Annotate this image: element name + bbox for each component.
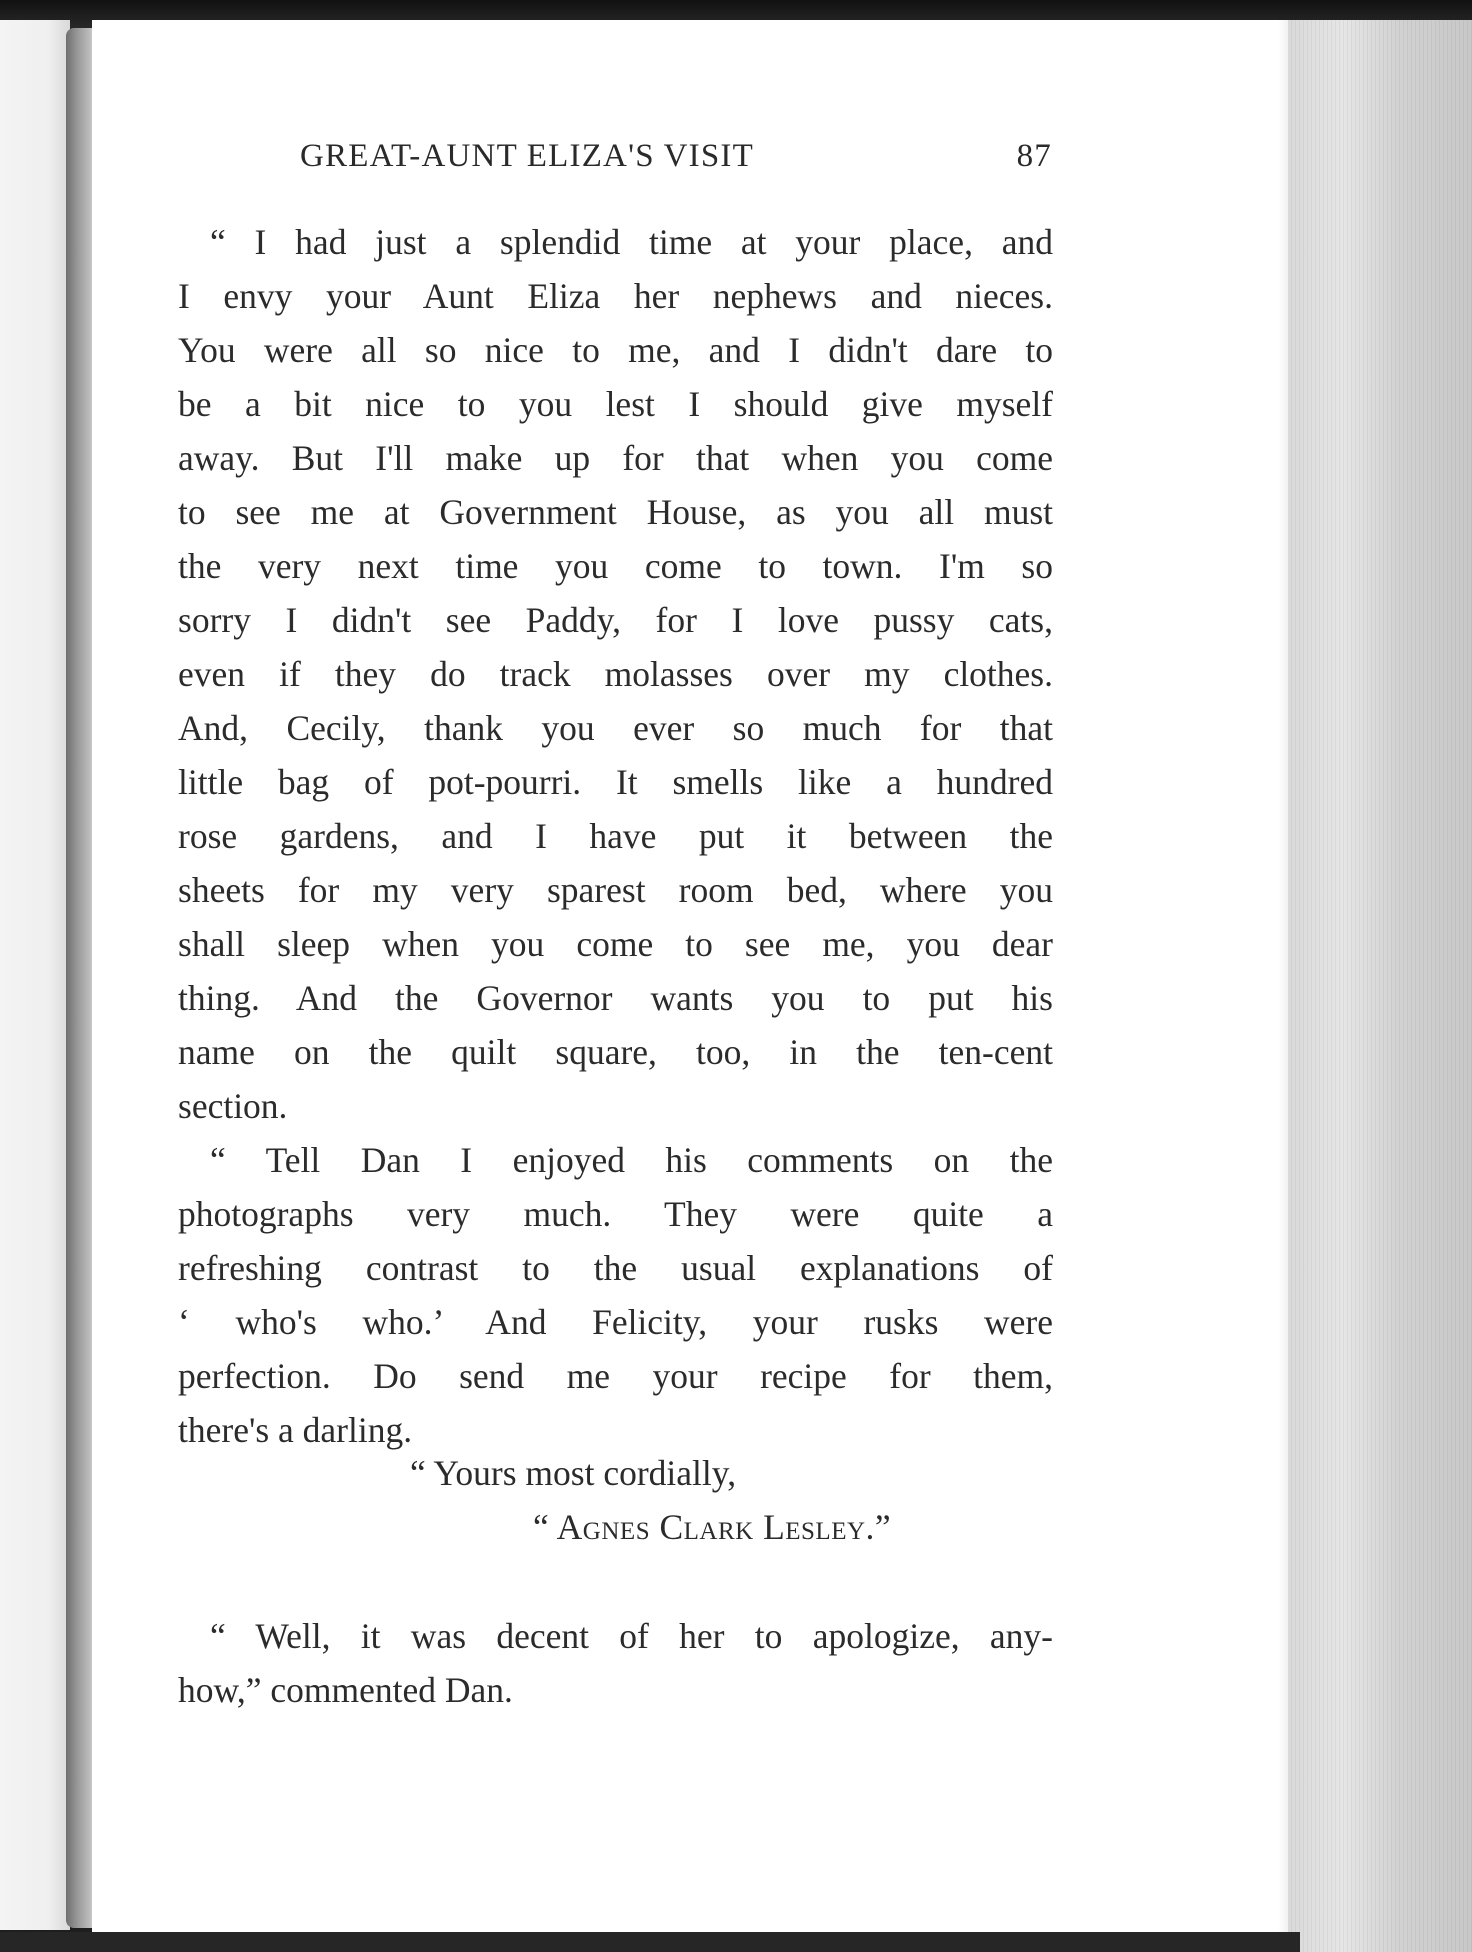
scan-bottom-border [0, 1932, 1300, 1952]
page-number: 87 [1016, 138, 1052, 174]
text-line: “ I had just a splendid time at your place, and [210, 222, 1053, 262]
text-line: there's a darling. [178, 1410, 413, 1450]
text-line: “ Well, it was decent of her to apologize, any- [210, 1616, 1053, 1656]
text-line: refreshing contrast to the usual explanations of [178, 1248, 1053, 1288]
text-line: be a bit nice to you lest I should give myself [178, 384, 1053, 424]
text-line: thing. And the Governor wants you to put his [178, 978, 1053, 1018]
text-line: rose gardens, and I have put it between the [178, 816, 1053, 856]
text-line: And, Cecily, thank you ever so much for that [178, 708, 1053, 748]
text-line: sorry I didn't see Paddy, for I love pussy cats, [178, 600, 1053, 640]
text-line: even if they do track molasses over my clothes. [178, 654, 1053, 694]
text-line: I envy your Aunt Eliza her nephews and nieces. [178, 276, 1053, 316]
text-line: the very next time you come to town. I'm so [178, 546, 1053, 586]
text-line: shall sleep when you come to see me, you dear [178, 924, 1053, 964]
previous-page-edge [0, 20, 70, 1930]
text-line: to see me at Government House, as you all must [178, 492, 1053, 532]
text-line: away. But I'll make up for that when you come [178, 438, 1053, 478]
text-line: little bag of pot-pourri. It smells like a hundred [178, 762, 1053, 802]
stacked-page-edges [1288, 20, 1472, 1952]
text-line: how,” commented Dan. [178, 1670, 513, 1710]
text-line: ‘ who's who.’ And Felicity, your rusks were [178, 1302, 1053, 1342]
running-header [300, 138, 1060, 188]
text-line: sheets for my very sparest room bed, where you [178, 870, 1053, 910]
text-line: section. [178, 1086, 288, 1126]
letter-closing: “ Yours most cordially, [410, 1453, 737, 1493]
chapter-title: GREAT-AUNT ELIZA'S VISIT [300, 138, 754, 174]
text-line: photographs very much. They were quite a [178, 1194, 1053, 1234]
letter-signature: “ Agnes Clark Lesley.” [533, 1507, 892, 1547]
text-line: perfection. Do send me your recipe for them, [178, 1356, 1053, 1396]
text-line: name on the quilt square, too, in the ten-cent [178, 1032, 1053, 1072]
text-line: “ Tell Dan I enjoyed his comments on the [210, 1140, 1053, 1180]
text-line: You were all so nice to me, and I didn't dare to [178, 330, 1053, 370]
